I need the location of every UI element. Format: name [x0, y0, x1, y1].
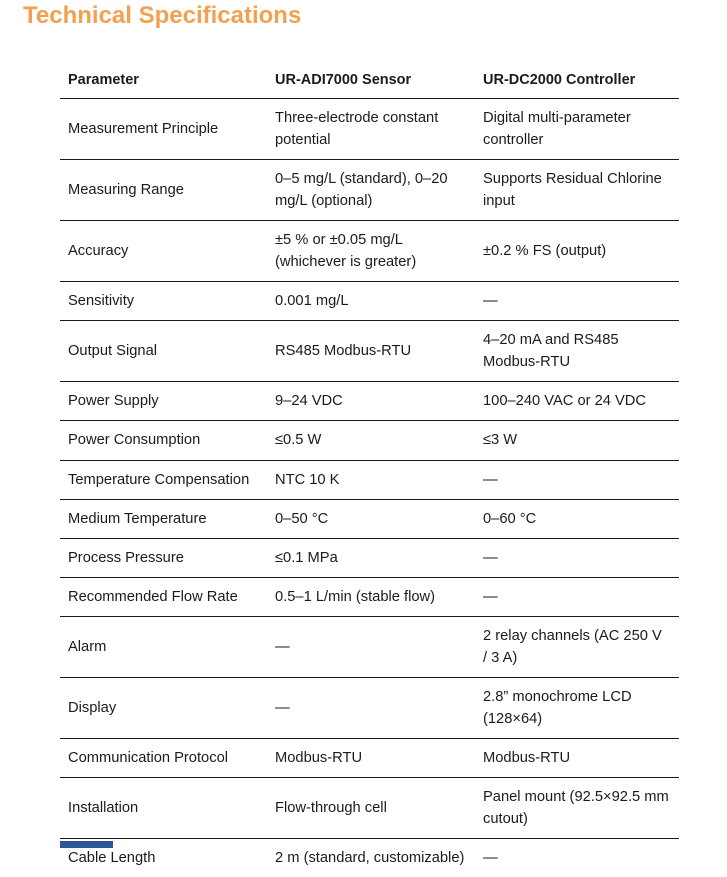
controller-cell: —: [475, 460, 679, 499]
controller-cell: Supports Residual Chlorine input: [475, 160, 679, 221]
param-cell: Alarm: [60, 616, 267, 677]
header-parameter: Parameter: [60, 62, 267, 99]
controller-cell: ±0.2 % FS (output): [475, 221, 679, 282]
param-cell: Accuracy: [60, 221, 267, 282]
controller-cell: 4–20 mA and RS485 Modbus-RTU: [475, 321, 679, 382]
param-cell: Recommended Flow Rate: [60, 577, 267, 616]
table-row: [60, 221, 679, 282]
controller-cell: ≤3 W: [475, 421, 679, 460]
controller-cell: —: [475, 538, 679, 577]
table-row: [60, 282, 679, 321]
sensor-cell: —: [267, 616, 475, 677]
table-row: [60, 382, 679, 421]
sensor-cell: 9–24 VDC: [267, 382, 475, 421]
controller-cell: Panel mount (92.5×92.5 mm cutout): [475, 777, 679, 838]
param-cell: Medium Temperature: [60, 499, 267, 538]
header-sensor: UR-ADI7000 Sensor: [267, 62, 475, 99]
controller-cell: 2 relay channels (AC 250 V / 3 A): [475, 616, 679, 677]
param-cell: Installation: [60, 777, 267, 838]
param-cell: Temperature Compensation: [60, 460, 267, 499]
table-row: [60, 777, 679, 838]
sensor-cell: 0.001 mg/L: [267, 282, 475, 321]
sensor-cell: ≤0.1 MPa: [267, 538, 475, 577]
table-row: [60, 321, 679, 382]
table-row: [60, 839, 679, 877]
spec-table: [60, 62, 679, 877]
controller-cell: 0–60 °C: [475, 499, 679, 538]
table-row: [60, 499, 679, 538]
table-row: [60, 677, 679, 738]
controller-cell: 100–240 VAC or 24 VDC: [475, 382, 679, 421]
param-cell: Cable Length: [68, 850, 156, 867]
controller-cell: —: [483, 850, 498, 867]
param-cell: Measurement Principle: [60, 99, 267, 160]
sensor-cell: 0.5–1 L/min (stable flow): [267, 577, 475, 616]
table-row: [60, 616, 679, 677]
table-row: [60, 738, 679, 777]
table-row: [60, 460, 679, 499]
param-cell: Process Pressure: [60, 538, 267, 577]
controller-cell: Digital multi-parameter controller: [475, 99, 679, 160]
table-row: [60, 538, 679, 577]
sensor-cell: RS485 Modbus-RTU: [267, 321, 475, 382]
table-row: [60, 160, 679, 221]
param-cell: Measuring Range: [60, 160, 267, 221]
sensor-cell: 2 m (standard, customizable): [275, 850, 465, 867]
sensor-cell: Three-electrode constant potential: [267, 99, 475, 160]
page-title: Technical Specifications: [23, 2, 302, 29]
param-cell: Display: [60, 677, 267, 738]
controller-cell: —: [475, 577, 679, 616]
sensor-cell: 0–50 °C: [267, 499, 475, 538]
controller-cell: —: [475, 282, 679, 321]
param-cell: Power Consumption: [60, 421, 267, 460]
controller-cell: 2.8” monochrome LCD (128×64): [475, 677, 679, 738]
sensor-cell: ±5 % or ±0.05 mg/L (whichever is greater): [267, 221, 475, 282]
next-section-accent-bar: [60, 841, 113, 848]
sensor-cell: —: [267, 677, 475, 738]
table-row: [60, 577, 679, 616]
sensor-cell: Modbus-RTU: [267, 738, 475, 777]
table-row: [60, 99, 679, 160]
param-cell: Communication Protocol: [60, 738, 267, 777]
sensor-cell: Flow-through cell: [267, 777, 475, 838]
sensor-cell: 0–5 mg/L (standard), 0–20 mg/L (optional): [267, 160, 475, 221]
param-cell: Output Signal: [60, 321, 267, 382]
table-row: [60, 421, 679, 460]
sensor-cell: ≤0.5 W: [267, 421, 475, 460]
sensor-cell: NTC 10 K: [267, 460, 475, 499]
param-cell: Power Supply: [60, 382, 267, 421]
param-cell: Sensitivity: [60, 282, 267, 321]
header-controller: UR-DC2000 Controller: [475, 62, 679, 99]
table-header-row: [60, 62, 679, 99]
controller-cell: Modbus-RTU: [475, 738, 679, 777]
